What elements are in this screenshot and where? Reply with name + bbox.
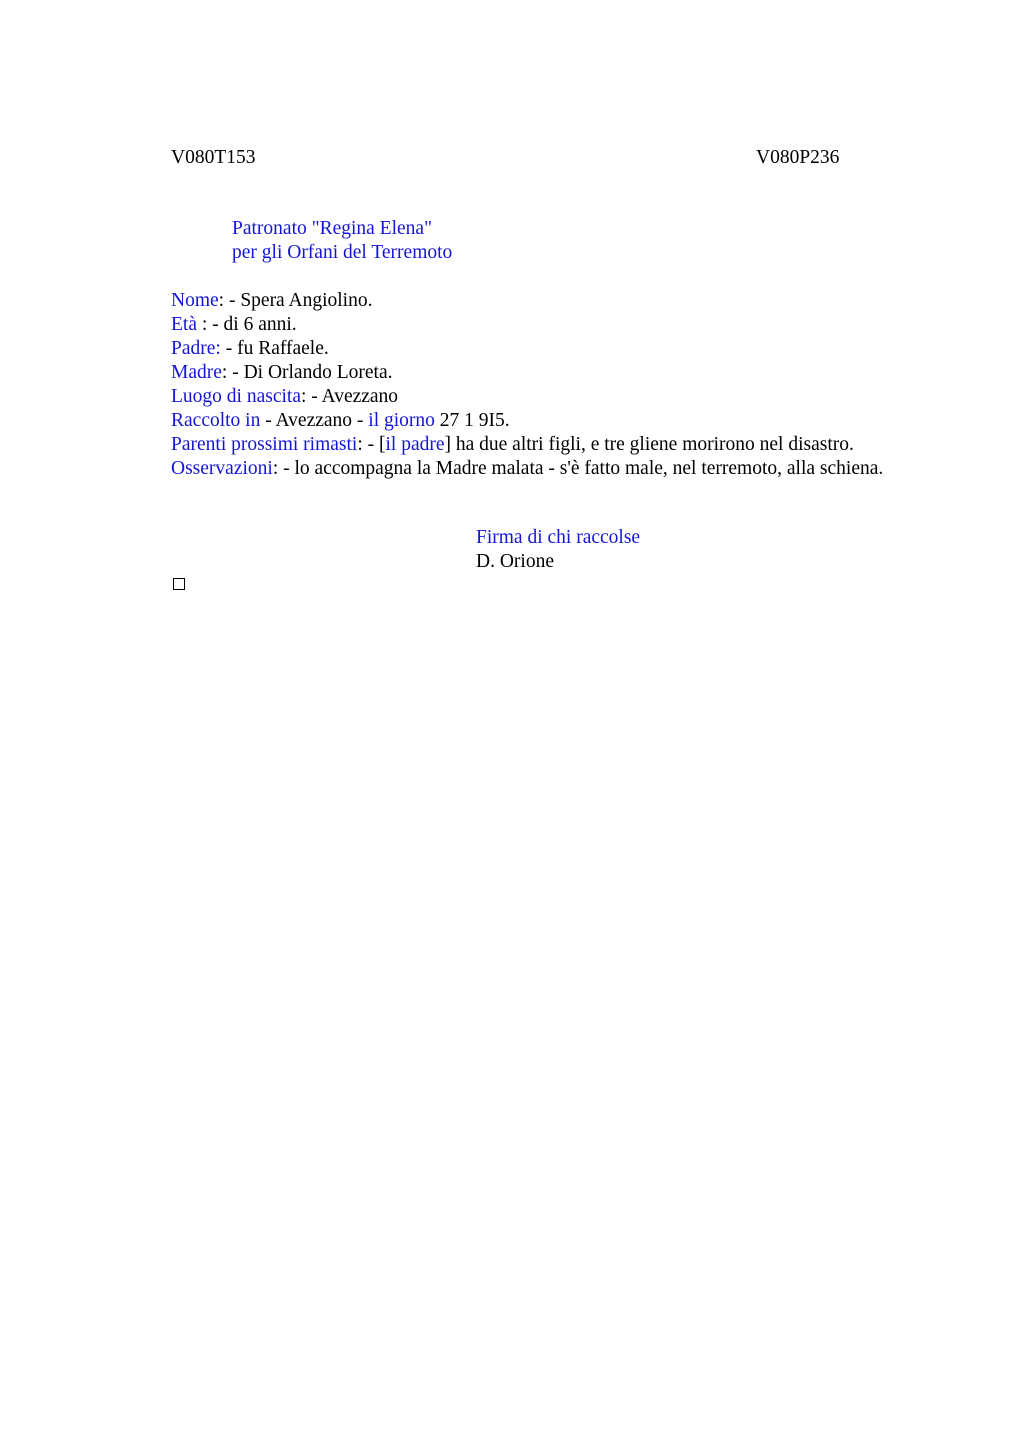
field-padre	[171, 337, 883, 361]
field-value: - fu Raffaele.	[220, 338, 329, 359]
field-label: Luogo di nascita	[171, 386, 301, 407]
field-value: ] ha due altri figli, e tre gliene morirono nel disastro.	[444, 434, 854, 455]
field-eta	[171, 313, 883, 337]
signature-label: Firma di chi raccolse	[476, 527, 641, 548]
field-label: Nome	[171, 290, 219, 311]
document-code-right: V080P236	[756, 147, 840, 168]
letterhead-line-2: per gli Orfani del Terremoto	[232, 242, 453, 263]
field-label: Raccolto in	[171, 410, 261, 431]
field-value: : - di 6 anni.	[196, 314, 297, 335]
field-parenti-prossimi-rimasti	[171, 433, 883, 457]
field-luogo-di-nascita	[171, 385, 883, 409]
signature-block	[476, 526, 640, 574]
field-nome	[171, 289, 883, 313]
checkbox-square-icon	[173, 578, 185, 590]
field-prefix: : - [	[357, 434, 386, 455]
field-label: Parenti prossimi rimasti	[171, 434, 358, 455]
field-inner-label: il padre	[385, 434, 445, 455]
field-osservazioni	[171, 457, 883, 481]
field-day-label: il giorno	[368, 410, 435, 431]
field-value: : - Di Orlando Loreta.	[221, 362, 393, 383]
record-fields	[171, 289, 883, 481]
field-value: : - lo accompagna la Madre malata - s'è fatto male, nel terremoto, alla schiena.	[272, 458, 884, 479]
field-raccolto-in	[171, 409, 883, 433]
letterhead	[232, 217, 452, 265]
field-value: : - Spera Angiolino.	[218, 290, 373, 311]
field-label: Madre	[171, 362, 222, 383]
field-value: : - Avezzano	[300, 386, 399, 407]
field-value: - Avezzano -	[260, 410, 369, 431]
signature-name: D. Orione	[476, 551, 554, 572]
field-label: Osservazioni	[171, 458, 273, 479]
field-madre	[171, 361, 883, 385]
field-label: Padre:	[171, 338, 221, 359]
field-label: Età	[171, 314, 197, 335]
field-date: 27 1 9I5.	[434, 410, 510, 431]
letterhead-line-1: Patronato "Regina Elena"	[232, 218, 433, 239]
document-code-left: V080T153	[171, 147, 256, 168]
